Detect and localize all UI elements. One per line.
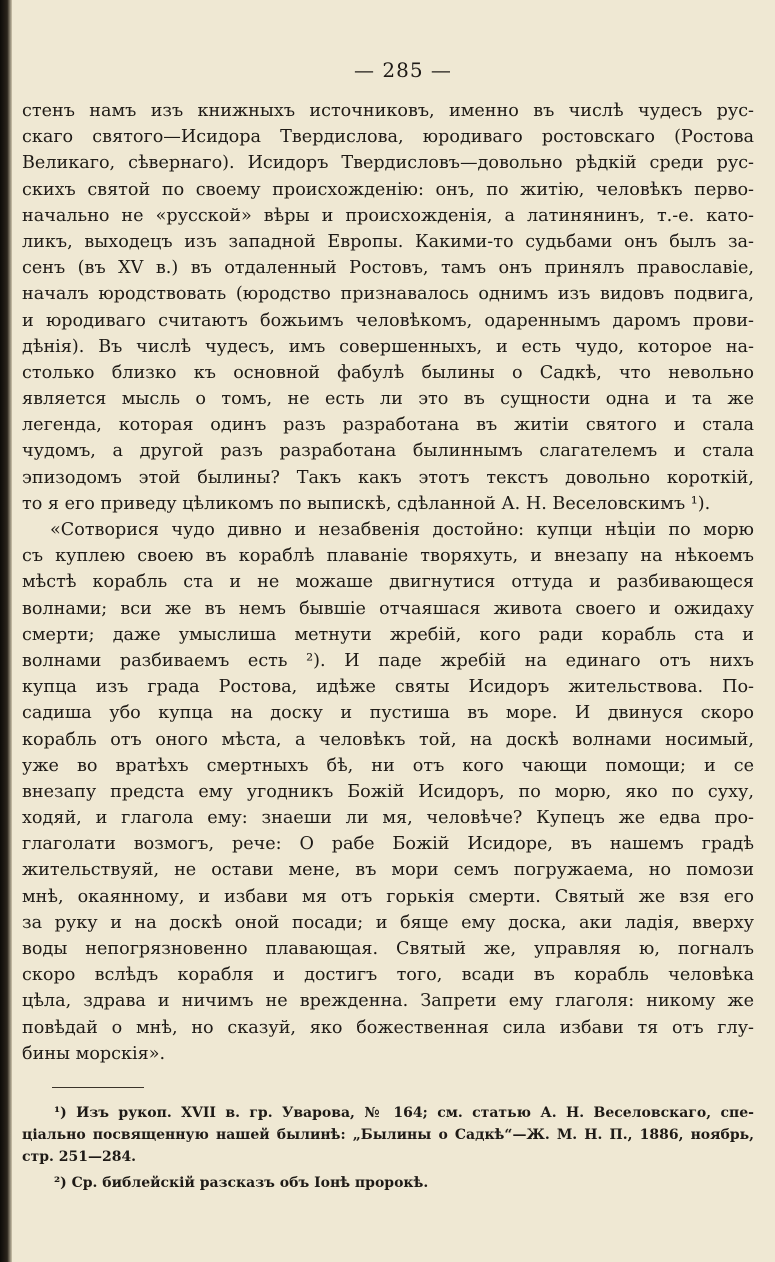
text-line: скаго святого—Исидора Твердислова, юродиваго ростовскаго (Ростова: [22, 127, 754, 148]
footnotes: [22, 1102, 754, 1194]
text-line: корабль отъ оного мѣста, а человѣкъ той, на доскѣ волнами носимый,: [22, 729, 754, 750]
text-line: ходяй, и глагола ему: знаеши ли мя, человѣче? Купецъ же едва про-: [22, 808, 754, 829]
text-line: глаголати возмогъ, рече: О рабе Божій Исидоре, въ нашемъ градѣ: [22, 834, 754, 855]
text-line: Великаго, сѣвернаго). Исидоръ Твердисловъ—довольно рѣдкій среди рус-: [22, 153, 754, 174]
page-number: — 285 —: [354, 58, 452, 82]
text-line: дѣнія). Въ числѣ чудесъ, имъ совершенныхъ, и есть чудо, которое на-: [22, 336, 754, 357]
text-line: скихъ святой по своему происхожденію: онъ, по житію, человѣкъ перво-: [22, 179, 754, 200]
text-line: то я его приведу цѣликомъ по выпискѣ, сдѣланной А. Н. Веселовскимъ ¹).: [22, 493, 711, 514]
text-line: съ куплею своею въ кораблѣ плаваніе творяхуть, и внезапу на нѣкоемъ: [22, 546, 754, 567]
text-line: чудомъ, а другой разъ разработана былиннымъ слагателемъ и стала: [22, 441, 754, 462]
text-line: ликъ, выходецъ изъ западной Европы. Какими-то судьбами онъ былъ за-: [22, 231, 754, 252]
text-line: сенъ (въ XV в.) въ отдаленный Ростовъ, тамъ онъ принялъ православіе,: [22, 258, 754, 279]
text-line: цѣла, здрава и ничимъ не врежденна. Запрети ему глаголя: никому же: [22, 991, 754, 1012]
main-text: [22, 98, 754, 1067]
text-line: и юродиваго считаютъ божьимъ человѣкомъ, одареннымъ даромъ прови-: [22, 310, 754, 331]
book-spine-shadow: [0, 0, 12, 1262]
text-line: мнѣ, окаянному, и избави мя отъ горькія смерти. Святый же взя его: [22, 886, 754, 907]
text-line: купца изъ града Ростова, идѣже святы Исидоръ жительствова. По-: [22, 677, 754, 698]
book-page: [22, 58, 754, 1194]
text-line: воды непогрязновенно плавающая. Святый же, управляя ю, погналъ: [22, 939, 754, 959]
text-line: эпизодомъ этой былины? Такъ какъ этотъ текстъ довольно короткій,: [22, 467, 754, 488]
footnote-1-line: стр. 251—284.: [22, 1148, 137, 1165]
footnote-2: ²) Ср. библейскій разсказъ объ Іонѣ пророкѣ.: [54, 1174, 429, 1191]
footnote-1-line: ціально посвященную нашей былинѣ: „Былины о Садкѣ“—Ж. М. Н. П., 1886, ноябрь,: [22, 1126, 754, 1143]
text-line: начально не «русской» вѣры и происхожденія, а латинянинъ, т.-е. като-: [22, 205, 754, 226]
text-line: уже во вратѣхъ смертныхъ бѣ, ни отъ кого чающи помощи; и се: [22, 755, 754, 776]
quote-first-line: «Сотворися чудо дивно и незабвенія достойно: купци нѣціи по морю: [50, 520, 754, 540]
text-line: волнами; вси же въ немъ бывшіе отчаяшася живота своего и ожидаху: [22, 598, 754, 619]
text-line: садиша убо купца на доску и пустиша въ море. И двинуся скоро: [22, 703, 754, 724]
text-line: повѣдай о мнѣ, но сказуй, яко божественная сила избави тя отъ глу-: [22, 1017, 754, 1038]
text-line: волнами разбиваемъ есть ²). И паде жребій на единаго отъ нихъ: [22, 650, 754, 671]
text-line: бины морскія».: [22, 1043, 166, 1064]
text-line: началъ юродствовать (юродство признавалось однимъ изъ видовъ подвига,: [22, 284, 754, 305]
text-line: является мысль о томъ, не есть ли это въ сущности одна и та же: [22, 389, 754, 410]
footnote-1-line: ¹) Изъ рукоп. XVII в. гр. Уварова, № 164; см. статью А. Н. Веселовскаго, спе-: [54, 1104, 754, 1121]
text-line: стенъ намъ изъ книжныхъ источниковъ, именно въ числѣ чудесъ рус-: [22, 101, 754, 121]
text-line: внезапу предста ему угодникъ Божій Исидоръ, по морю, яко по суху,: [22, 781, 754, 802]
text-line: скоро вслѣдъ корабля и достигъ того, всади въ корабль человѣка: [22, 965, 754, 986]
text-line: легенда, которая одинъ разъ разработана въ житіи святого и стала: [22, 415, 754, 436]
text-line: жительствуяй, не остави мене, въ мори семъ погружаема, но помози: [22, 860, 754, 881]
text-line: за руку и на доскѣ оной посади; и бяще ему доска, аки ладія, вверху: [22, 912, 754, 933]
text-line: мѣстѣ корабль ста и не можаше двигнутися оттуда и разбивающеся: [22, 572, 754, 593]
footnote-divider: [52, 1087, 144, 1088]
text-line: смерти; даже умыслиша метнути жребій, кого ради корабль ста и: [22, 624, 754, 645]
text-line: столько близко къ основной фабулѣ былины о Садкѣ, что невольно: [22, 362, 754, 383]
